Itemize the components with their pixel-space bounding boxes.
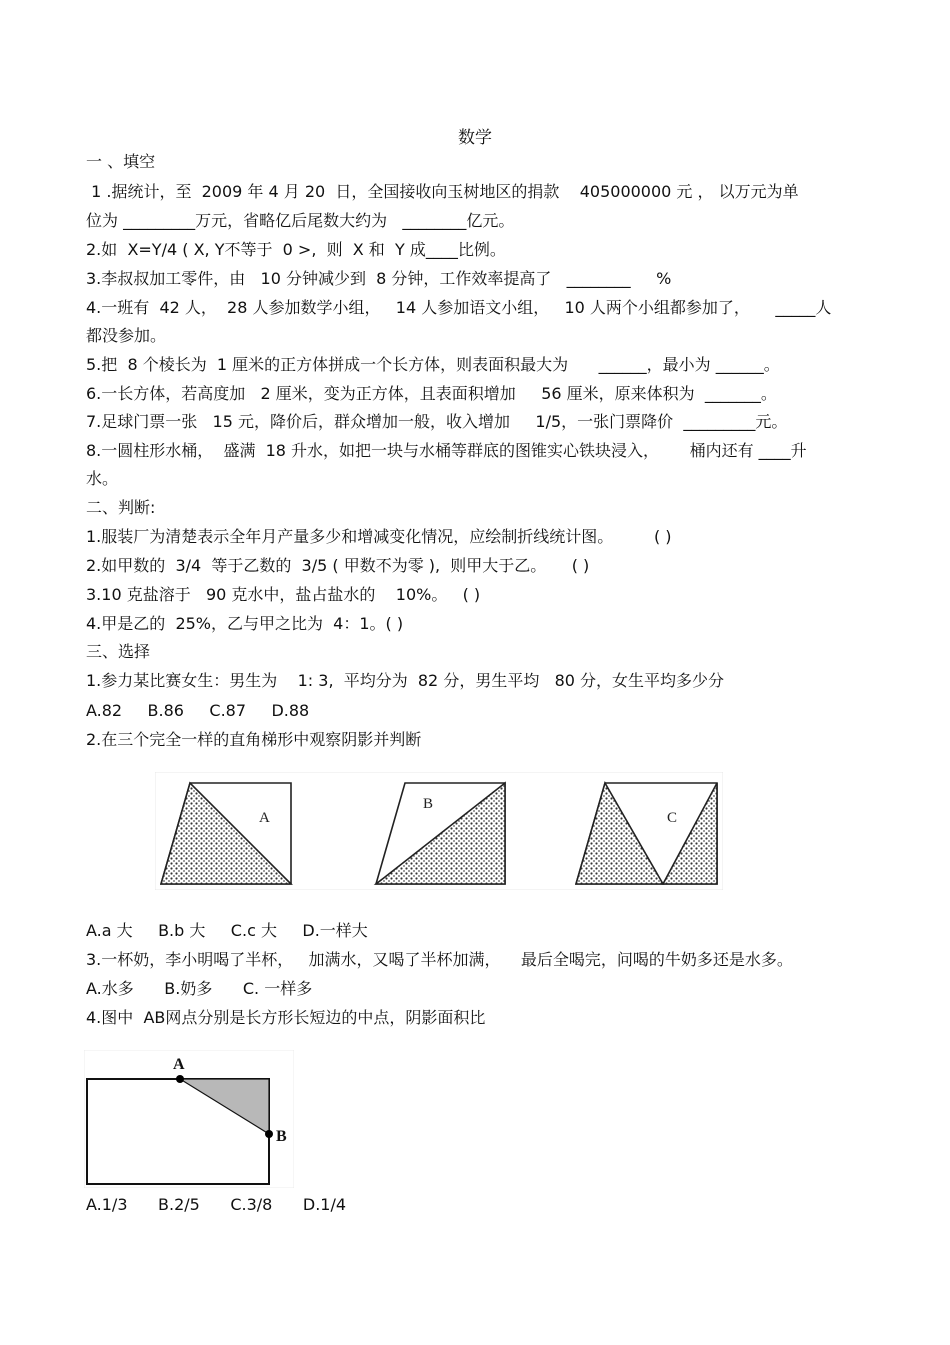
label-b: B — [423, 796, 434, 812]
fill-line-4: 3.李叔叔加工零件，由 10 分钟减少到 8 分钟，工作效率提高了 ________ % — [86, 269, 672, 288]
choose-q1-options: A.82 B.86 C.87 D.88 — [86, 701, 310, 720]
choose-q3-options: A.水多 B.奶多 C. 一样多 — [86, 979, 313, 998]
choose-q3: 3.一杯奶，李小明喝了半杯， 加满水，又喝了半杯加满， 最后全喝完，问喝的牛奶多还是水多。 — [86, 950, 793, 969]
choose-q4-options: A.1/3 B.2/5 C.3/8 D.1/4 — [86, 1195, 347, 1214]
point-a-label: A — [173, 1056, 185, 1073]
label-a: A — [259, 810, 270, 826]
label-c: C — [667, 810, 678, 826]
fill-line-11: 水。 — [86, 469, 119, 488]
judge-line-1: 1.服装厂为清楚表示全年月产量多少和增减变化情况，应绘制折线统计图。 ( ) — [86, 527, 672, 546]
choose-q2: 2.在三个完全一样的直角梯形中观察阴影并判断 — [86, 730, 422, 749]
judge-line-2: 2.如甲数的 3/4 等于乙数的 3/5 ( 甲数不为零 ), 则甲大于乙。 ( ) — [86, 556, 590, 575]
fill-line-8: 6.一长方体，若高度加 2 厘米，变为正方体，且表面积增加 56 厘米，原来体积为 _______。 — [86, 384, 777, 403]
choose-q2-options: A.a 大 B.b 大 C.c 大 D.一样大 — [86, 921, 368, 940]
point-a-dot — [176, 1075, 184, 1083]
section-choose-heading: 三、选择 — [86, 642, 151, 661]
fill-line-3: 2.如 X=Y/4 ( X, Y不等于 0 >, 则 X 和 Y 成____比例。 — [86, 240, 506, 259]
rectangle-figure — [84, 1050, 294, 1188]
judge-line-4: 4.甲是乙的 25%，乙与甲之比为 4：1。( ) — [86, 614, 404, 633]
trapezoid-figure — [155, 772, 723, 890]
section-judge-heading: 二、判断: — [86, 498, 156, 517]
page-title: 数学 — [458, 128, 492, 148]
point-b-label: B — [276, 1128, 287, 1145]
fill-line-1: 1 .据统计，至 2009 年 4 月 20 日，全国接收向玉树地区的捐款 405000000 元 ， 以万元为单 — [86, 182, 799, 201]
fill-line-10: 8.一圆柱形水桶， 盛满 18 升水，如把一块与水桶等群底的图锥实心铁块浸入， 桶内还有 ____升 — [86, 441, 807, 460]
fill-line-2: 位为 _________万元，省略亿后尾数大约为 ________亿元。 — [86, 211, 515, 230]
choose-q4: 4.图中 AB网点分别是长方形长短边的中点，阴影面积比 — [86, 1008, 486, 1027]
fill-line-5: 4.一班有 42 人， 28 人参加数学小组， 14 人参加语文小组， 10 人两个小组都参加了， _____人 — [86, 298, 832, 317]
fill-line-7: 5.把 8 个棱长为 1 厘米的正方体拼成一个长方体，则表面积最大为 ______，最小为 ______。 — [86, 355, 780, 374]
fill-line-9: 7.足球门票一张 15 元，降价后，群众增加一般，收入增加 1/5，一张门票降价 _________元。 — [86, 412, 788, 431]
fill-line-6: 都没参加。 — [86, 326, 167, 345]
judge-line-3: 3.10 克盐溶于 90 克水中，盐占盐水的 10%。 ( ) — [86, 585, 481, 604]
point-b-dot — [265, 1130, 273, 1138]
section-fill-heading: 一 、填空 — [86, 152, 156, 171]
choose-q1: 1.参力某比赛女生：男生为 1: 3, 平均分为 82 分，男生平均 80 分，女生平均多少分 — [86, 671, 725, 690]
